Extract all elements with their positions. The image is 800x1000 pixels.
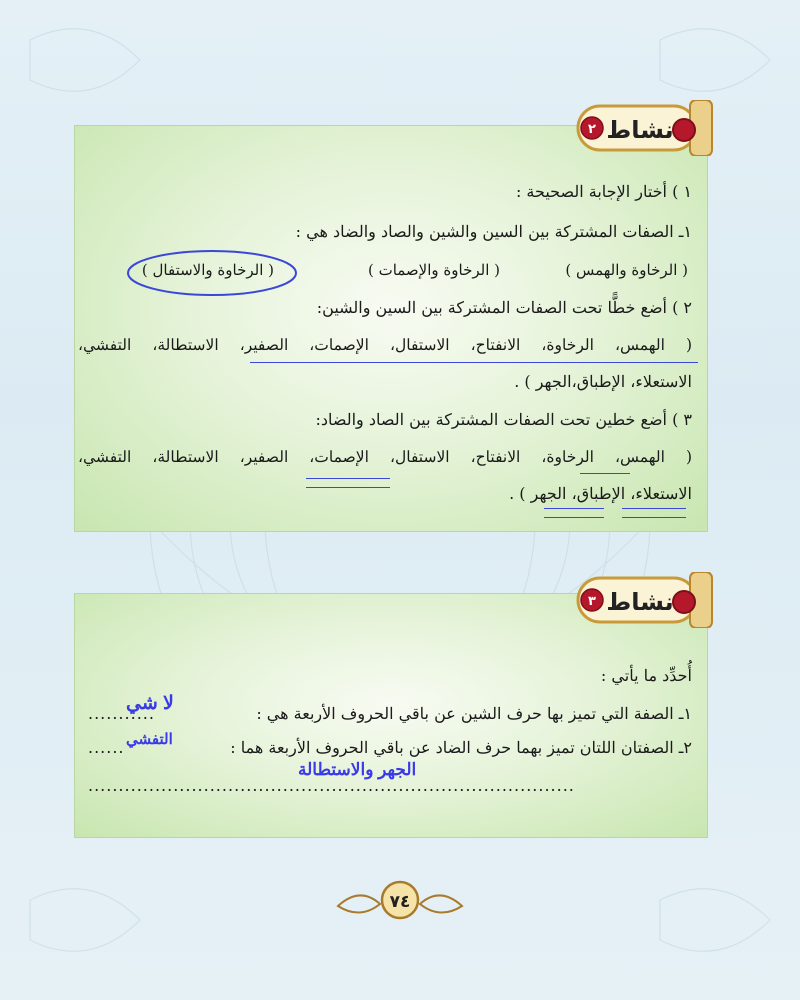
- seal-icon: [673, 591, 695, 613]
- handwritten-answer-3: الجهر والاستطالة: [298, 760, 417, 779]
- activity-3-intro: أُحدِّد ما يأتي :: [600, 666, 692, 685]
- underline-single: [250, 362, 698, 363]
- option-3: ( الرخاوة والاستفال ): [141, 261, 274, 279]
- seal-icon: [673, 119, 695, 141]
- q3-title: ٣ ) أضع خطين تحت الصفات المشتركة بين الصاد والضاد:: [315, 410, 692, 429]
- underline-double-4: [622, 508, 686, 509]
- answer-dots-3: ................................................................................: [88, 776, 575, 795]
- q1-stem: ١ـ الصفات المشتركة بين السين والشين والصاد والضاد هي :: [295, 222, 692, 241]
- badge-word: نشاط: [606, 116, 674, 144]
- badge-word: نشاط: [606, 588, 674, 616]
- badge-number: ٣: [588, 594, 596, 609]
- q2-title: ٢ ) أضع خطًّا تحت الصفات المشتركة بين السين والشين:: [316, 298, 692, 317]
- activity-3-badge: [572, 572, 722, 628]
- page-number: ٧٤: [389, 892, 411, 912]
- badge-number: ٢: [588, 122, 596, 137]
- underline-double-2: [306, 478, 390, 479]
- option-1: ( الرخاوة والهمس ): [565, 261, 688, 279]
- activity-2-badge: [572, 100, 722, 156]
- q1-title: ١ ) أختار الإجابة الصحيحة :: [515, 182, 692, 201]
- answer-dots-1: ...........: [88, 704, 155, 723]
- underline-double-7: [544, 517, 604, 518]
- activity-3-q2: ٢ـ الصفتان اللتان تميز بهما حرف الضاد عن باقي الحروف الأربعة هما :: [230, 738, 692, 757]
- answer-dots-2: ......: [88, 738, 125, 757]
- handwritten-answer-2: التفشي: [126, 731, 173, 748]
- q3-line-2: الاستعلاء، الإطباق، الجهر ) .: [509, 484, 692, 503]
- q2-line-1: ( الهمس، الرخاوة، الانفتاح، الاستفال، الإصمات، الصفير، الاستطالة، التفشي،: [78, 336, 692, 354]
- q2-line-2: الاستعلاء، الإطباق،الجهر ) .: [514, 372, 692, 391]
- underline-double-1: [580, 473, 630, 474]
- activity-3-q1: ١ـ الصفة التي تميز بها حرف الشين عن باقي الحروف الأربعة هي :: [256, 704, 692, 723]
- underline-double-6: [544, 508, 604, 509]
- page-number-ornament: [330, 876, 470, 926]
- answer-circle: [124, 247, 300, 299]
- option-2: ( الرخاوة والإصمات ): [367, 261, 500, 279]
- q3-line-1: ( الهمس، الرخاوة، الانفتاح، الاستفال، الإصمات، الصفير، الاستطالة، التفشي،: [78, 448, 692, 466]
- handwritten-answer-1: لا شي: [126, 693, 174, 714]
- underline-double-5: [622, 517, 686, 518]
- underline-double-3: [306, 487, 390, 488]
